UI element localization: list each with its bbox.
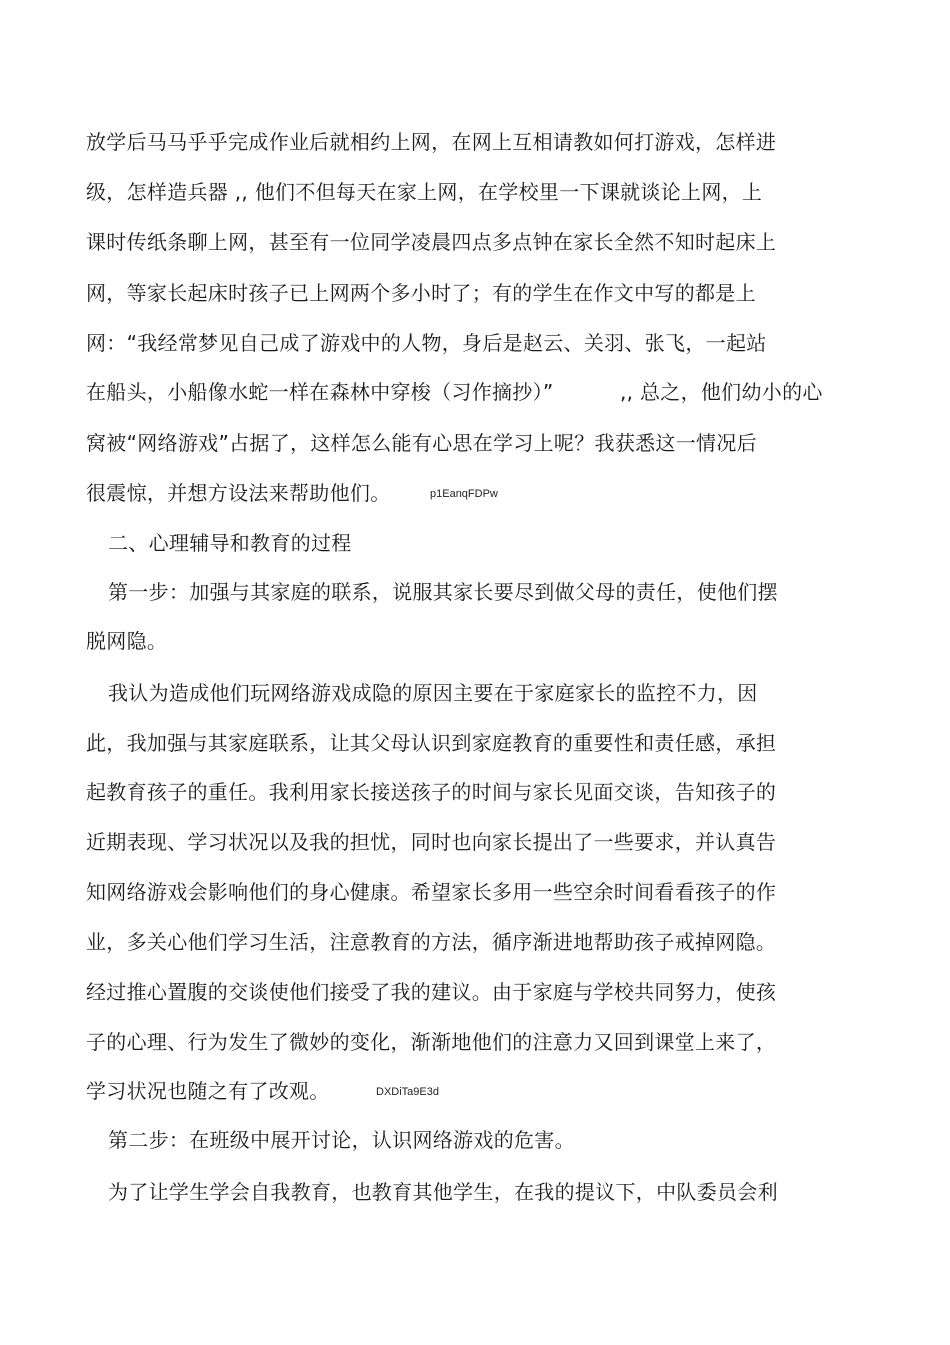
step-1-line-1: 第一步：加强与其家庭的联系，说服其家长要尽到做父母的责任，使他们摆: [108, 580, 778, 604]
paragraph-2-line-6: 业，多关心他们学习生活，注意教育的方法，循序渐进地帮助孩子戒掉网隐。: [86, 930, 777, 954]
document-code-1: p1EanqFDPw: [430, 488, 498, 500]
paragraph-1-line-4: 网，等家长起床时孩子已上网两个多小时了；有的学生在作文中写的都是上: [86, 281, 756, 305]
paragraph-2-line-1: 我认为造成他们玩网络游戏成隐的原因主要在于家庭家长的监控不力，因: [108, 681, 758, 705]
step-2-line: 第二步：在班级中展开讨论，认识网络游戏的危害。: [108, 1128, 575, 1152]
paragraph-1-line-6-tail: ,, 总之，他们幼小的心: [620, 380, 823, 404]
paragraph-1-line-7: 窝被“网络游戏”占据了，这样怎么能有心思在学习上呢？我获悉这一情况后: [86, 431, 757, 455]
paragraph-2-line-5: 知网络游戏会影响他们的身心健康。希望家长多用一些空余时间看看孩子的作: [86, 880, 777, 904]
section-heading: 二、心理辅导和教育的过程: [108, 531, 352, 555]
paragraph-1-line-1: 放学后马马乎乎完成作业后就相约上网，在网上互相请教如何打游戏，怎样进: [86, 130, 777, 154]
paragraph-2-line-4: 近期表现、学习状况以及我的担忧，同时也向家长提出了一些要求，并认真告: [86, 830, 777, 854]
paragraph-2-line-8: 子的心理、行为发生了微妙的变化，渐渐地他们的注意力又回到课堂上来了，: [86, 1030, 777, 1054]
paragraph-2-line-3: 起教育孩子的重任。我利用家长接送孩子的时间与家长见面交谈，告知孩子的: [86, 780, 777, 804]
paragraph-2-line-2: 此，我加强与其家庭联系，让其父母认识到家庭教育的重要性和责任感，承担: [86, 731, 777, 755]
paragraph-1-line-6: 在船头，小船像水蛇一样在森林中穿梭（习作摘抄）”: [86, 380, 554, 404]
document-code-2: DXDiTa9E3d: [376, 1086, 439, 1098]
paragraph-3-line-1: 为了让学生学会自我教育，也教育其他学生，在我的提议下，中队委员会利: [108, 1180, 778, 1204]
paragraph-1-line-3: 课时传纸条聊上网，甚至有一位同学凌晨四点多点钟在家长全然不知时起床上: [86, 230, 777, 254]
paragraph-2-line-9: 学习状况也随之有了改观。: [86, 1079, 330, 1103]
paragraph-1-line-2: 级，怎样造兵器 ,, 他们不但每天在家上网，在学校里一下课就谈论上网，上: [86, 180, 763, 204]
step-1-line-2: 脱网隐。: [86, 629, 168, 653]
paragraph-1-line-8: 很震惊，并想方设法来帮助他们。: [86, 481, 391, 505]
paragraph-1-line-5: 网：“我经常梦见自己成了游戏中的人物，身后是赵云、关羽、张飞，一起站: [86, 331, 767, 355]
paragraph-2-line-7: 经过推心置腹的交谈使他们接受了我的建议。由于家庭与学校共同努力，使孩: [86, 980, 777, 1004]
